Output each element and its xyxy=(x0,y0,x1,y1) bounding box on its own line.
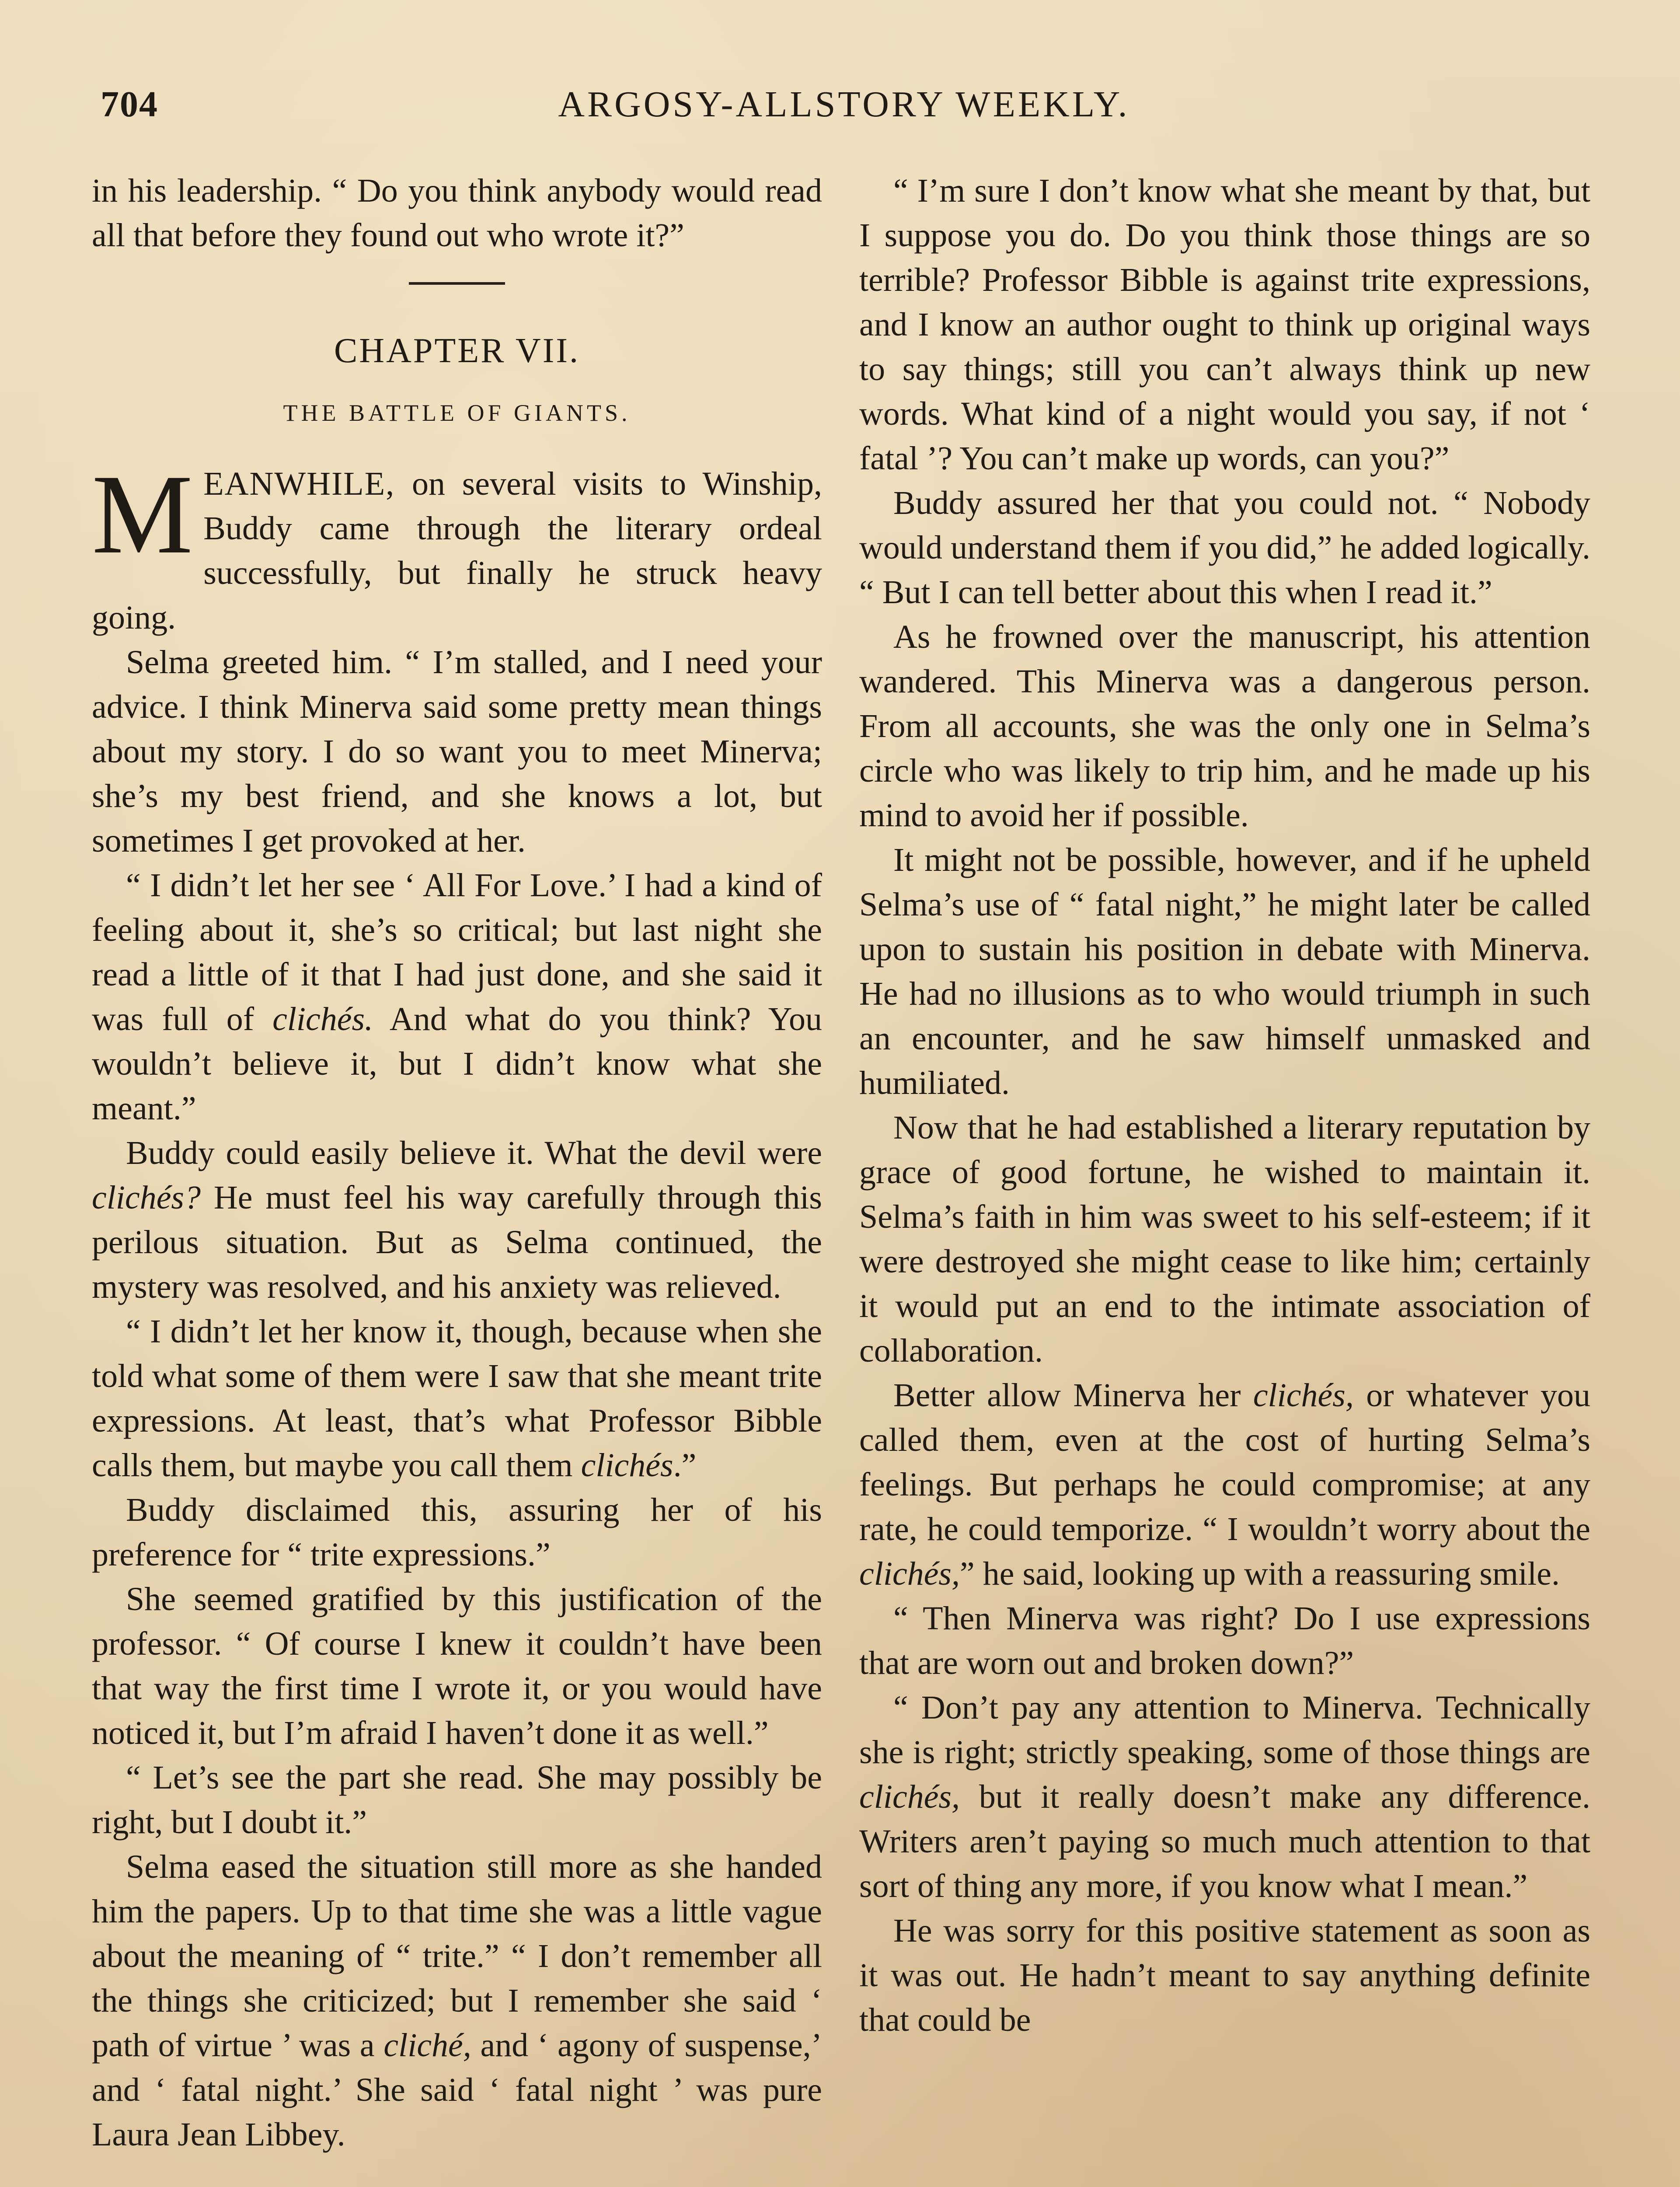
paragraph-text: Selma eased the situation still more as she handed him the papers. Up to that time she was a little vague about the meaning of “ trite.” “ I don’t remember all the things she criticized; but I remember she said ‘ path of virtue ’ was a xyxy=(92,1848,822,2064)
paragraph: She seemed gratified by this justification of the professor. “ Of course I knew it couldn’t have been that way the first time I wrote it, or you would have noticed it, but I’m afraid I haven’t done it as well.” xyxy=(92,1581,822,1751)
paragraph-text: And what do you think? You wouldn’t believe it, but I didn’t know what she meant.” xyxy=(92,1001,822,1127)
running-head: ARGOSY-ALLSTORY WEEKLY. xyxy=(558,84,1130,125)
paragraph-text: “ I didn’t let her see ‘ All For Love.’ I had a kind of feeling about it, she’s so critical; but last night she read a little of it that I had just done, and she said it was full of xyxy=(92,867,822,1038)
paragraph-text: and ‘ agony of suspense,’ and ‘ fatal night.’ She said ‘ fatal night ’ was pure Laura Jean Libbey. xyxy=(92,2027,822,2153)
paragraph: As he frowned over the manuscript, his attention wandered. This Minerva was a dangerous person. From all accounts, she was the only one in Selma’s circle who was likely to trip him, and he made up his mind to avoid her if possible. xyxy=(859,618,1590,834)
chapter-heading: CHAPTER VII. xyxy=(334,332,580,370)
italic-term: clichés? xyxy=(92,1179,201,1216)
paragraph-text: ” he said, looking up with a reassuring smile. xyxy=(960,1555,1560,1592)
paragraph: Buddy disclaimed this, assuring her of his preference for “ trite expressions.” xyxy=(92,1492,822,1573)
italic-term: clichés, xyxy=(859,1555,960,1592)
paragraph: It might not be possible, however, and if he upheld Selma’s use of “ fatal night,” he might later be called upon to sustain his position in debate with Minerva. He had no illusions as to who would triumph in such an encounter, and he saw himself unmasked and humiliated. xyxy=(859,842,1590,1101)
paragraph xyxy=(92,1309,822,1488)
italic-term: clichés, xyxy=(1253,1377,1354,1414)
chapter-subtitle: THE BATTLE OF GIANTS. xyxy=(283,400,631,426)
drop-cap-lead: EANWHILE, xyxy=(203,465,395,502)
paragraph: “ I’m sure I don’t know what she meant by that, but I suppose you do. Do you think those things are so terrible? Professor Bibble is against trite expressions, and I know an author ought to think up original ways to say things; still you can’t always think up new words. What kind of a night would you say, if not ‘ fatal ’? You can’t make up words, can you?” xyxy=(859,172,1590,477)
right-column xyxy=(859,168,1590,2042)
paragraph-text: “ Don’t pay any attention to Minerva. Technically she is right; strictly speaking, some of those things are xyxy=(859,1689,1590,1771)
italic-term: clichés, xyxy=(859,1778,960,1815)
paragraph: “ Then Minerva was right? Do I use expressions that are worn out and broken down?” xyxy=(859,1600,1590,1681)
page-number: 704 xyxy=(101,84,158,125)
left-column xyxy=(92,168,822,2157)
paragraph: “ Let’s see the part she read. She may possibly be right, but I doubt it.” xyxy=(92,1759,822,1841)
italic-term: cliché, xyxy=(383,2027,471,2064)
page-header xyxy=(101,83,1587,136)
paragraph xyxy=(859,1373,1590,1596)
paragraph-text: Buddy could easily believe it. What the devil were xyxy=(126,1135,822,1171)
paragraph xyxy=(92,1845,822,2157)
drop-cap: M xyxy=(92,451,193,577)
paragraph-text: but it really doesn’t make any difference. Writers aren’t paying so much much attention to that sort of thing any more, if you know what I mean.” xyxy=(859,1778,1590,1904)
opening-paragraph xyxy=(92,451,822,640)
paragraph: He was sorry for this positive statement as soon as it was out. He hadn’t meant to say anything definite that could be xyxy=(859,1912,1590,2038)
italic-term: clichés. xyxy=(272,1001,373,1038)
paragraph-text: .” xyxy=(673,1447,697,1484)
paragraph: in his leadership. “ Do you think anybody would read all that before they found out who wrote it?” xyxy=(92,172,822,254)
paragraph xyxy=(92,1131,822,1309)
paragraph-text: or whatever you called them, even at the cost of hurting Selma’s feelings. But perhaps he could compromise; at any rate, he could temporize. “ I wouldn’t worry about the xyxy=(859,1377,1590,1548)
paragraph: Selma greeted him. “ I’m stalled, and I need your advice. I think Minerva said some pretty mean things about my story. I do so want you to meet Minerva; she’s my best friend, and she knows a lot, but sometimes I get provoked at her. xyxy=(92,644,822,859)
paragraph-text: on several visits to Winship, Buddy came through the literary ordeal successfully, but finally he struck heavy going. xyxy=(92,465,822,636)
paragraph-text: “ I didn’t let her know it, though, because when she told what some of them were I saw that she meant trite expressions. At least, that’s what Professor Bibble calls them, but maybe you call them xyxy=(92,1313,822,1484)
chapter-divider-rule xyxy=(409,282,505,285)
paragraph xyxy=(859,1685,1590,1908)
paragraph-text: He must feel his way carefully through this perilous situation. But as Selma continued, the mystery was resolved, and his anxiety was relieved. xyxy=(92,1179,822,1305)
paragraph xyxy=(92,863,822,1131)
paragraph: Buddy assured her that you could not. “ Nobody would understand them if you did,” he added logically. “ But I can tell better about this when I read it.” xyxy=(859,485,1590,611)
italic-term: clichés xyxy=(581,1447,673,1484)
paragraph: Now that he had established a literary reputation by grace of good fortune, he wished to maintain it. Selma’s faith in him was sweet to his self-esteem; if it were destroyed she might cease to like him; certainly it would put an end to the intimate association of collaboration. xyxy=(859,1109,1590,1369)
paragraph-text: Better allow Minerva her xyxy=(893,1377,1253,1414)
